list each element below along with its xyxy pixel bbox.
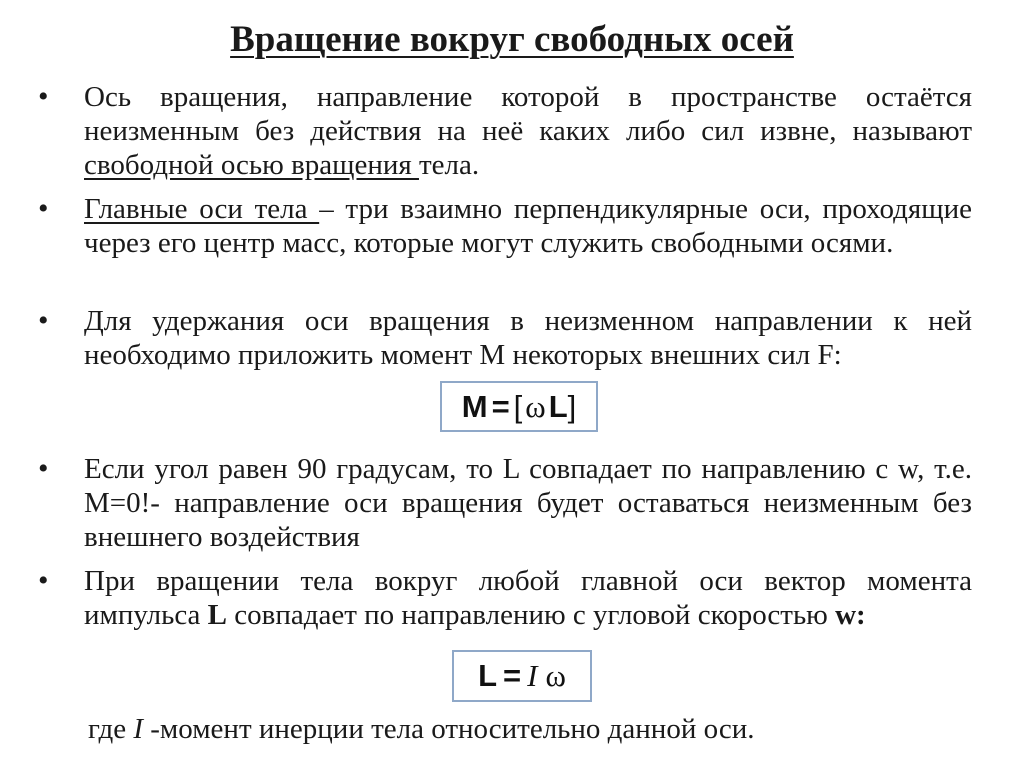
bullet-text: совпадает по направлению с угловой скоростью — [227, 599, 836, 631]
underlined-term: Главные оси тела — [84, 193, 320, 225]
bullet-angular-momentum — [38, 564, 972, 632]
bullet-text: тела. — [418, 149, 480, 181]
bullet-text: Для удержания оси вращения в неизменном направлении к ней необходимо приложить момент М некоторых внешних сил F: — [84, 305, 972, 371]
bold-symbol: w: — [835, 599, 866, 631]
formula-inertia: I — [527, 658, 538, 693]
footnote-inertia: I — [133, 713, 143, 745]
bold-symbol: L — [207, 599, 228, 631]
formula-angular-momentum — [452, 650, 592, 702]
formula-omega: ω — [525, 388, 546, 424]
bullet-principal-axes — [38, 192, 972, 260]
bullet-dot: • — [38, 80, 49, 113]
footnote-text: -момент инерции тела относительно данной оси. — [143, 713, 755, 745]
formula-symbol: M — [461, 388, 488, 424]
bullet-text: При вращении тела вокруг любой главной оси вектор момента импульса — [84, 565, 972, 631]
formula-bracket: [ — [513, 388, 523, 424]
bullet-angle — [38, 452, 972, 554]
formula-bracket: ] — [567, 388, 577, 424]
bullet-dot: • — [38, 452, 49, 485]
formula-moment — [440, 381, 598, 432]
bullet-moment — [38, 304, 972, 372]
bullet-dot: • — [38, 564, 49, 597]
bullet-free-axis — [38, 80, 972, 182]
footnote — [88, 712, 754, 746]
formula-equals: = — [491, 388, 510, 424]
underlined-term: свободной осью вращения — [84, 149, 419, 181]
bullet-dot: • — [38, 192, 49, 225]
formula-symbol: L — [548, 388, 568, 424]
formula-equals: = — [503, 658, 522, 693]
footnote-text: где — [88, 713, 134, 745]
formula-omega: ω — [545, 658, 566, 693]
bullet-text: Если угол равен 90 градусам, то L совпадает по направлению с w, т.е. M=0!- направление оси вращения будет оставаться неизменным без внешнего воздействия — [84, 453, 972, 553]
slide-title: Вращение вокруг свободных осей — [230, 19, 794, 60]
bullet-text: – три взаимно перпендикулярные оси, проходящие через его центр масс, которые могут служить свободными осями. — [84, 193, 972, 259]
bullet-text: Ось вращения, направление которой в пространстве остаётся неизменным без действия на неё каких либо сил извне, называют — [84, 81, 972, 147]
bullet-dot: • — [38, 304, 49, 337]
formula-symbol: L — [478, 658, 498, 693]
